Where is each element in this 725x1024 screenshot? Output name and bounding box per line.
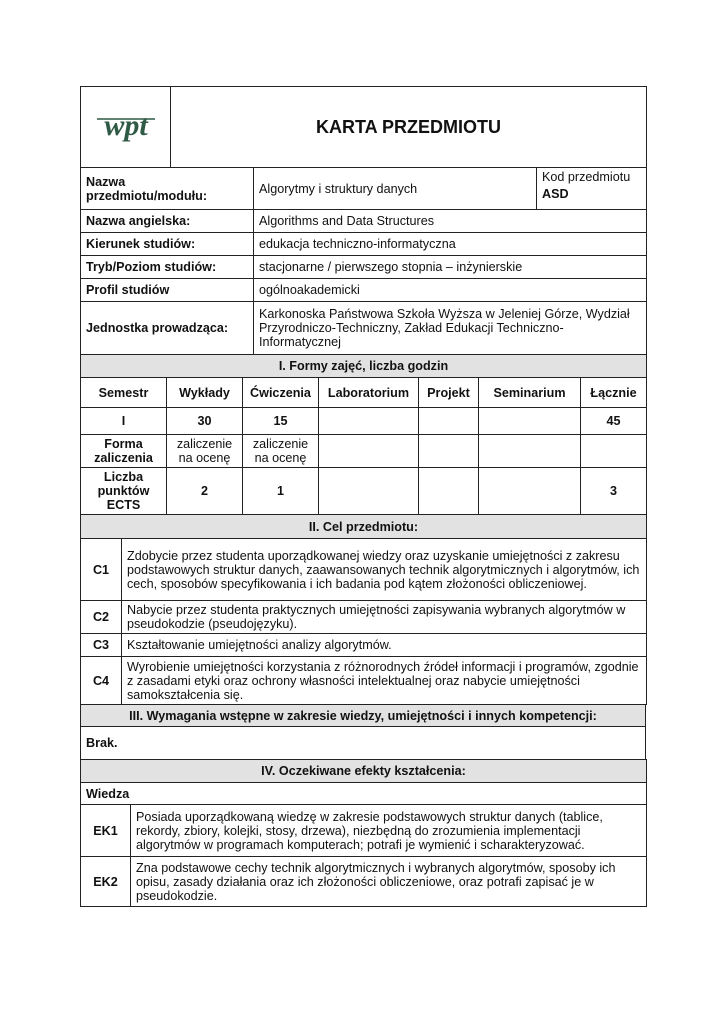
table-cell xyxy=(319,468,419,515)
knowledge-subheading: Wiedza xyxy=(81,783,647,805)
teaching-unit-label: Jednostka prowadząca: xyxy=(81,302,254,355)
study-profile-value: ogólnoakademicki xyxy=(254,279,647,302)
study-profile-label: Profil studiów xyxy=(81,279,254,302)
table-cell: 3 xyxy=(581,468,647,515)
table-cell xyxy=(419,468,479,515)
study-mode-label: Tryb/Poziom studiów: xyxy=(81,256,254,279)
outcome-code: EK2 xyxy=(81,857,131,907)
outcome-text: Zna podstawowe cechy technik algorytmicznych i wybranych algorytmów, sposoby ich opisu, zasady działania oraz ich złożoności obliczeniowe, oraz potrafi zapisać je w pseudokodzie. xyxy=(131,857,647,907)
table-cell xyxy=(419,435,479,468)
wpt-logo xyxy=(91,107,161,147)
english-name-label: Nazwa angielska: xyxy=(81,210,254,233)
objective-text: Nabycie przez studenta praktycznych umiejętności zapisywania wybranych algorytmów w pseudokodzie (pseudojęzyku). xyxy=(122,601,647,634)
table-cell xyxy=(419,408,479,435)
table-cell xyxy=(319,435,419,468)
course-code-value: ASD xyxy=(542,187,569,201)
course-card xyxy=(80,86,646,907)
table-cell: 30 xyxy=(167,408,243,435)
study-mode-value: stacjonarne / pierwszego stopnia – inżynierskie xyxy=(254,256,647,279)
table-cell xyxy=(319,408,419,435)
col-header: Seminarium xyxy=(479,378,581,408)
info-table xyxy=(80,167,647,355)
module-name-value: Algorytmy i struktury danych xyxy=(254,168,537,210)
section-4-heading: IV. Oczekiwane efekty kształcenia: xyxy=(81,760,647,783)
table-cell: 1 xyxy=(243,468,319,515)
table-cell xyxy=(479,408,581,435)
table-cell xyxy=(479,468,581,515)
learning-outcomes-table xyxy=(80,759,647,907)
col-header: Wykłady xyxy=(167,378,243,408)
objective-code: C4 xyxy=(81,657,122,705)
english-name-value: Algorithms and Data Structures xyxy=(254,210,647,233)
objective-code: C2 xyxy=(81,601,122,634)
page-title: KARTA PRZEDMIOTU xyxy=(171,87,647,168)
table-cell: I xyxy=(81,408,167,435)
table-cell: Liczba punktów ECTS xyxy=(81,468,167,515)
table-cell xyxy=(581,435,647,468)
course-code-cell xyxy=(537,168,647,210)
col-header: Semestr xyxy=(81,378,167,408)
section-1-heading: I. Formy zajęć, liczba godzin xyxy=(81,355,647,378)
col-header: Ćwiczenia xyxy=(243,378,319,408)
objective-code: C1 xyxy=(81,539,122,601)
table-cell: zaliczenie na ocenę xyxy=(243,435,319,468)
field-of-study-value: edukacja techniczno-informatyczna xyxy=(254,233,647,256)
classes-table xyxy=(80,354,647,515)
logo-cell xyxy=(81,87,171,168)
table-cell: Forma zaliczenia xyxy=(81,435,167,468)
prerequisites-table xyxy=(80,704,646,760)
objectives-table xyxy=(80,514,647,705)
col-header: Projekt xyxy=(419,378,479,408)
objective-text: Wyrobienie umiejętności korzystania z różnorodnych źródeł informacji i programów, zgodnie z zasadami etyki oraz ochrony własności intelektualnej oraz nabycie umiejętności samokształcenia się. xyxy=(122,657,647,705)
table-cell: 15 xyxy=(243,408,319,435)
table-cell: zaliczenie na ocenę xyxy=(167,435,243,468)
teaching-unit-value: Karkonoska Państwowa Szkoła Wyższa w Jeleniej Górze, Wydział Przyrodniczo-Techniczny, Zakład Edukacji Techniczno-Informatycznej xyxy=(254,302,647,355)
col-header: Łącznie xyxy=(581,378,647,408)
course-code-label: Kod przedmiotu xyxy=(542,170,631,184)
module-name-label: Nazwa przedmiotu/modułu: xyxy=(81,168,254,210)
objective-text: Zdobycie przez studenta uporządkowanej wiedzy oraz uzyskanie umiejętności z zakresu podstawowych struktur danych, zaawansowanych technik algorytmicznych i algorytmów, ich cech, sposobów specyfikowania i ich badania pod kątem złożoności obliczeniowej. xyxy=(122,539,647,601)
section-2-heading: II. Cel przedmiotu: xyxy=(81,515,647,539)
prerequisites-text: Brak. xyxy=(81,727,646,760)
table-cell xyxy=(479,435,581,468)
svg-text:wpt: wpt xyxy=(103,109,148,142)
table-cell: 2 xyxy=(167,468,243,515)
col-header: Laboratorium xyxy=(319,378,419,408)
objective-text: Kształtowanie umiejętności analizy algorytmów. xyxy=(122,634,647,657)
outcome-text: Posiada uporządkowaną wiedzę w zakresie podstawowych struktur danych (tablice, rekordy, zbiory, kolejki, stosy, drzewa), niezbędną do zrozumienia implementacji algorytmów w programach komputerach; potrafi je wymienić i scharakteryzować. xyxy=(131,805,647,857)
objective-code: C3 xyxy=(81,634,122,657)
section-3-heading: III. Wymagania wstępne w zakresie wiedzy, umiejętności i innych kompetencji: xyxy=(81,705,646,727)
field-of-study-label: Kierunek studiów: xyxy=(81,233,254,256)
table-cell: 45 xyxy=(581,408,647,435)
outcome-code: EK1 xyxy=(81,805,131,857)
header-table xyxy=(80,86,647,168)
